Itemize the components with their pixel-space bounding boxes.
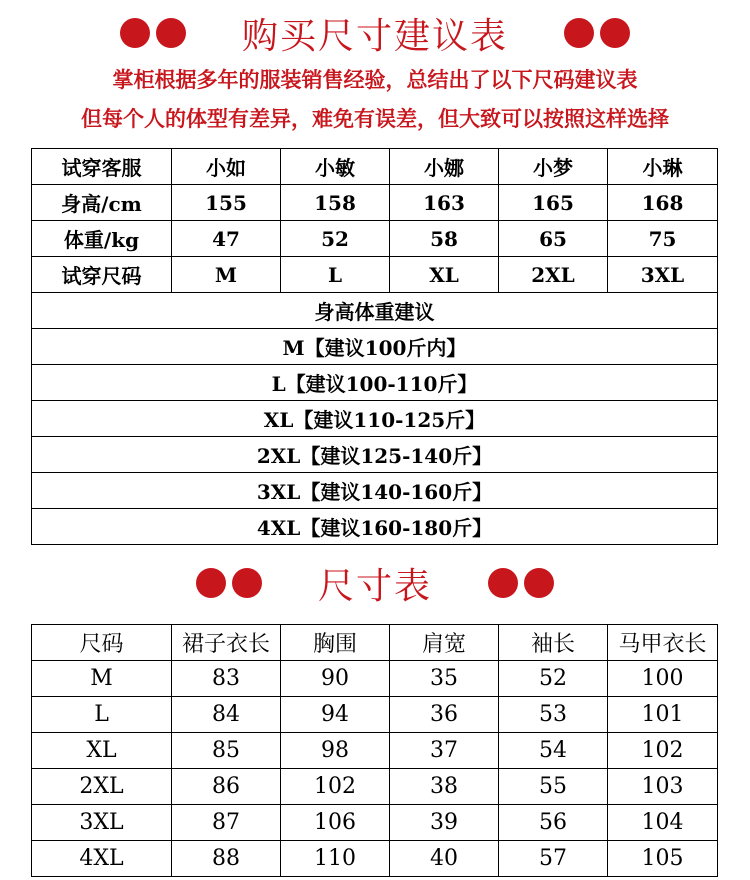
header-cell: 小琳 xyxy=(608,149,718,185)
size-label-cell: XL xyxy=(32,733,172,769)
table-cell: M xyxy=(172,257,281,293)
suggestion-row xyxy=(32,509,718,545)
size-cell: 53 xyxy=(499,697,608,733)
size-cell: 56 xyxy=(499,805,608,841)
table-cell: 65 xyxy=(499,221,608,257)
size-cell: 35 xyxy=(390,661,499,697)
right-dots-decoration xyxy=(564,18,630,48)
header-cell: 试穿客服 xyxy=(32,149,172,185)
size-cell: 40 xyxy=(390,841,499,877)
size-cell: 102 xyxy=(281,769,390,805)
size-label-cell: 4XL xyxy=(32,841,172,877)
table-row xyxy=(32,257,718,293)
size-cell: 100 xyxy=(608,661,718,697)
size-cell: 90 xyxy=(281,661,390,697)
size-cell: 104 xyxy=(608,805,718,841)
header-cell: 裙子衣长 xyxy=(172,625,281,661)
size-label-cell: L xyxy=(32,697,172,733)
size-cell: 38 xyxy=(390,769,499,805)
header-cell: 肩宽 xyxy=(390,625,499,661)
table-cell: 75 xyxy=(608,221,718,257)
table-header-row xyxy=(32,149,718,185)
size-row xyxy=(32,661,718,697)
size-row xyxy=(32,733,718,769)
right-dots-decoration xyxy=(488,568,554,598)
size-cell: 52 xyxy=(499,661,608,697)
size-title-row xyxy=(0,558,750,608)
table-cell: 58 xyxy=(390,221,499,257)
size-cell: 83 xyxy=(172,661,281,697)
table-cell: L xyxy=(281,257,390,293)
size-label-cell: M xyxy=(32,661,172,697)
table-cell: 47 xyxy=(172,221,281,257)
suggestion-title: 身高体重建议 xyxy=(32,293,718,329)
row-label-cell: 体重/kg xyxy=(32,221,172,257)
main-title-row xyxy=(0,8,750,58)
suggestion-cell: 3XL【建议140-160斤】 xyxy=(32,473,718,509)
size-row xyxy=(32,769,718,805)
size-table xyxy=(31,624,718,877)
red-dot-icon xyxy=(120,18,150,48)
table-cell: 52 xyxy=(281,221,390,257)
table-cell: 2XL xyxy=(499,257,608,293)
table-row xyxy=(32,185,718,221)
main-title: 购买尺寸建议表 xyxy=(241,15,508,57)
red-dot-icon xyxy=(156,18,186,48)
size-cell: 110 xyxy=(281,841,390,877)
header-cell: 小如 xyxy=(172,149,281,185)
size-label-cell: 3XL xyxy=(32,805,172,841)
header-cell: 马甲衣长 xyxy=(608,625,718,661)
subtitle-line-2: 但每个人的体型有差异，难免有误差，但大致可以按照这样选择 xyxy=(81,106,669,131)
size-row xyxy=(32,697,718,733)
fitting-table xyxy=(31,148,718,545)
row-label-cell: 身高/cm xyxy=(32,185,172,221)
suggestion-cell: 2XL【建议125-140斤】 xyxy=(32,437,718,473)
suggestion-cell: XL【建议110-125斤】 xyxy=(32,401,718,437)
size-cell: 57 xyxy=(499,841,608,877)
left-dots-decoration xyxy=(120,18,186,48)
size-header-row xyxy=(32,625,718,661)
header-cell: 尺码 xyxy=(32,625,172,661)
suggestion-cell: M【建议100斤内】 xyxy=(32,329,718,365)
size-row xyxy=(32,841,718,877)
subtitle-line-1: 掌柜根据多年的服装销售经验，总结出了以下尺码建议表 xyxy=(112,67,638,92)
red-dot-icon xyxy=(564,18,594,48)
suggestion-title-row xyxy=(32,293,718,329)
size-cell: 54 xyxy=(499,733,608,769)
suggestion-row xyxy=(32,365,718,401)
size-cell: 39 xyxy=(390,805,499,841)
size-cell: 105 xyxy=(608,841,718,877)
table-cell: 165 xyxy=(499,185,608,221)
header-cell: 小娜 xyxy=(390,149,499,185)
size-row xyxy=(32,805,718,841)
suggestion-cell: L【建议100-110斤】 xyxy=(32,365,718,401)
row-label-cell: 试穿尺码 xyxy=(32,257,172,293)
size-cell: 101 xyxy=(608,697,718,733)
header-cell: 小敏 xyxy=(281,149,390,185)
table-row xyxy=(32,221,718,257)
size-cell: 36 xyxy=(390,697,499,733)
red-dot-icon xyxy=(524,568,554,598)
suggestion-row xyxy=(32,437,718,473)
red-dot-icon xyxy=(232,568,262,598)
header-cell: 胸围 xyxy=(281,625,390,661)
size-cell: 85 xyxy=(172,733,281,769)
size-cell: 86 xyxy=(172,769,281,805)
size-cell: 94 xyxy=(281,697,390,733)
size-cell: 55 xyxy=(499,769,608,805)
size-table-title: 尺寸表 xyxy=(317,565,432,607)
table-cell: 168 xyxy=(608,185,718,221)
table-cell: 155 xyxy=(172,185,281,221)
table-cell: 163 xyxy=(390,185,499,221)
size-cell: 98 xyxy=(281,733,390,769)
table-cell: 158 xyxy=(281,185,390,221)
size-label-cell: 2XL xyxy=(32,769,172,805)
red-dot-icon xyxy=(488,568,518,598)
red-dot-icon xyxy=(600,18,630,48)
left-dots-decoration xyxy=(196,568,262,598)
suggestion-row xyxy=(32,401,718,437)
size-cell: 88 xyxy=(172,841,281,877)
red-dot-icon xyxy=(196,568,226,598)
table-cell: XL xyxy=(390,257,499,293)
size-cell: 84 xyxy=(172,697,281,733)
suggestion-row xyxy=(32,473,718,509)
header-cell: 小梦 xyxy=(499,149,608,185)
size-cell: 103 xyxy=(608,769,718,805)
header-cell: 袖长 xyxy=(499,625,608,661)
suggestion-cell: 4XL【建议160-180斤】 xyxy=(32,509,718,545)
table-cell: 3XL xyxy=(608,257,718,293)
size-cell: 37 xyxy=(390,733,499,769)
size-cell: 106 xyxy=(281,805,390,841)
size-cell: 102 xyxy=(608,733,718,769)
suggestion-row xyxy=(32,329,718,365)
size-cell: 87 xyxy=(172,805,281,841)
